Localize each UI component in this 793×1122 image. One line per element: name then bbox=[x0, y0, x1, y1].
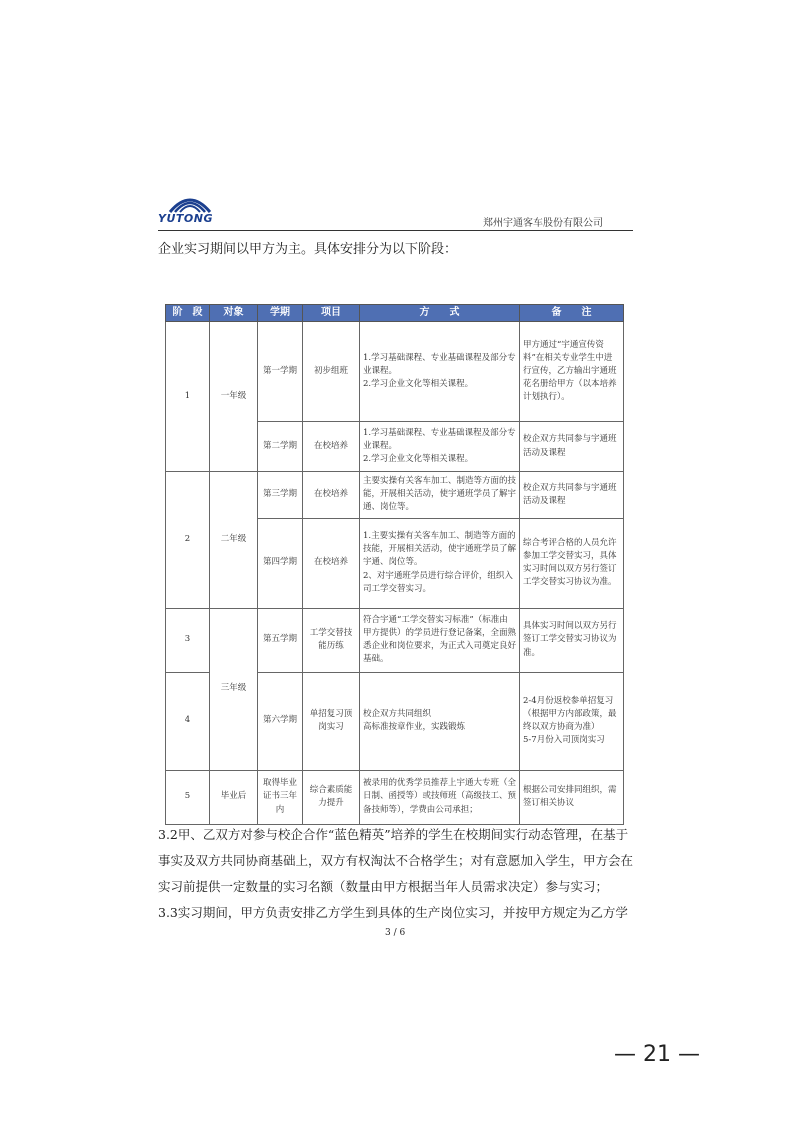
header-item: 项目 bbox=[303, 305, 360, 322]
method-line: 校企双方共同组织 bbox=[363, 708, 432, 719]
stage-number: 1 bbox=[166, 322, 210, 472]
method-line: 1.学习基础课程、专业基础课程及部分专业课程。 bbox=[363, 427, 516, 451]
method-line: 符合宇通“工学交替实习标准”（标准由甲方提供）的学员进行登记备案，全面熟悉企业和岗位要求，为正式入司奠定良好基础。 bbox=[363, 614, 517, 665]
note-cell: 综合考评合格的人员允许参加工学交替实习，具体实习时间以双方另行签订工学交替实习协议为准。 bbox=[520, 518, 624, 608]
term-cell: 第三学期 bbox=[258, 472, 303, 519]
table-header-row bbox=[166, 305, 624, 322]
note-cell: 校企双方共同参与宇通班活动及课程 bbox=[520, 472, 624, 519]
note-line: 2-4月份返校参单招复习（根据甲方内部政策，最终以双方协商为准） bbox=[523, 695, 617, 733]
paragraph-3-3: 3.3实习期间，甲方负责安排乙方学生到具体的生产岗位实习，并按甲方规定为乙方学 bbox=[158, 905, 628, 920]
term-cell: 第四学期 bbox=[258, 518, 303, 608]
item-cell: 综合素质能力提升 bbox=[303, 770, 360, 824]
item-cell: 在校培养 bbox=[303, 422, 360, 472]
item-cell: 单招复习顶岗实习 bbox=[303, 672, 360, 770]
method-cell bbox=[360, 672, 520, 770]
term-cell: 第二学期 bbox=[258, 422, 303, 472]
method-line: 1.主要实操有关客车加工、制造等方面的技能，开展相关活动，使宇通班学员了解宇通、岗位等。 bbox=[363, 531, 517, 568]
item-cell: 在校培养 bbox=[303, 518, 360, 608]
method-cell bbox=[360, 770, 520, 824]
header-stage: 阶 段 bbox=[166, 305, 210, 322]
stage-number: 2 bbox=[166, 472, 210, 609]
header-divider bbox=[158, 230, 633, 231]
note-cell: 根据公司安排同组织，需签订相关协议 bbox=[520, 770, 624, 824]
term-cell: 取得毕业证书三年内 bbox=[258, 770, 303, 824]
stage-number: 3 bbox=[166, 608, 210, 672]
table-row bbox=[166, 472, 624, 519]
logo-text: YUTONG bbox=[158, 212, 213, 225]
target-group: 一年级 bbox=[210, 322, 258, 472]
method-line: 2.学习企业文化等相关课程。 bbox=[363, 454, 474, 465]
internship-plan-table bbox=[165, 304, 624, 825]
term-cell: 第六学期 bbox=[258, 672, 303, 770]
paragraph-3-2: 3.2甲、乙双方对参与校企合作“蓝色精英”培养的学生在校期间实行动态管理，在基于事实及双方共同协商基础上，双方有权淘汰不合格学生；对有意愿加入学生，甲方会在实习前提供一定数量的实习名额（数量由甲方根据当年人员需求决定）参与实习； bbox=[158, 827, 634, 894]
method-line: 主要实操有关客车加工、制造等方面的技能，开展相关活动，使宇通班学员了解宇通、岗位等。 bbox=[363, 476, 517, 513]
note-cell: 校企双方共同参与宇通班活动及课程 bbox=[520, 422, 624, 472]
method-line: 2.学习企业文化等相关课程。 bbox=[363, 379, 474, 390]
header-method: 方 式 bbox=[360, 305, 520, 322]
table-row bbox=[166, 608, 624, 672]
header-note: 备 注 bbox=[520, 305, 624, 322]
method-cell bbox=[360, 422, 520, 472]
term-cell: 第一学期 bbox=[258, 322, 303, 422]
header-term: 学期 bbox=[258, 305, 303, 322]
method-line: 被录用的优秀学员推荐上宇通大专班（全日制、函授等）或技师班（高级技工、预备技师等），学费由公司承担； bbox=[363, 778, 517, 815]
company-name: 郑州宇通客车股份有限公司 bbox=[483, 218, 603, 229]
note-cell bbox=[520, 672, 624, 770]
method-line: 高标准按章作业，实践锻炼 bbox=[363, 722, 466, 733]
table-row bbox=[166, 322, 624, 422]
item-cell: 在校培养 bbox=[303, 472, 360, 519]
method-cell bbox=[360, 322, 520, 422]
table-row bbox=[166, 770, 624, 824]
term-cell: 第五学期 bbox=[258, 608, 303, 672]
document-page-number: — 21 — bbox=[614, 1042, 700, 1067]
note-cell: 具体实习时间以双方另行签订工学交替实习协议为准。 bbox=[520, 608, 624, 672]
method-cell bbox=[360, 472, 520, 519]
note-cell: 甲方通过“宇通宣传资料”在相关专业学生中进行宣传，乙方输出宇通班花名册给甲方（以本培养计划执行）。 bbox=[520, 322, 624, 422]
item-cell: 初步组班 bbox=[303, 322, 360, 422]
method-line: 1.学习基础课程、专业基础课程及部分专业课程。 bbox=[363, 352, 516, 376]
header-target: 对象 bbox=[210, 305, 258, 322]
target-group: 二年级 bbox=[210, 472, 258, 609]
intro-text: 企业实习期间以甲方为主。具体安排分为以下阶段： bbox=[158, 242, 458, 257]
page-number: 3 / 6 bbox=[385, 928, 406, 938]
stage-number: 4 bbox=[166, 672, 210, 770]
note-line: 5-7月份入司顶岗实习 bbox=[523, 735, 605, 746]
method-line: 2、对宇通班学员进行综合评价，组织入司工学交替实习。 bbox=[363, 570, 513, 594]
method-cell bbox=[360, 608, 520, 672]
method-cell bbox=[360, 518, 520, 608]
stage-number: 5 bbox=[166, 770, 210, 824]
target-group: 毕业后 bbox=[210, 770, 258, 824]
item-cell: 工学交替技能历练 bbox=[303, 608, 360, 672]
target-group: 三年级 bbox=[210, 608, 258, 770]
